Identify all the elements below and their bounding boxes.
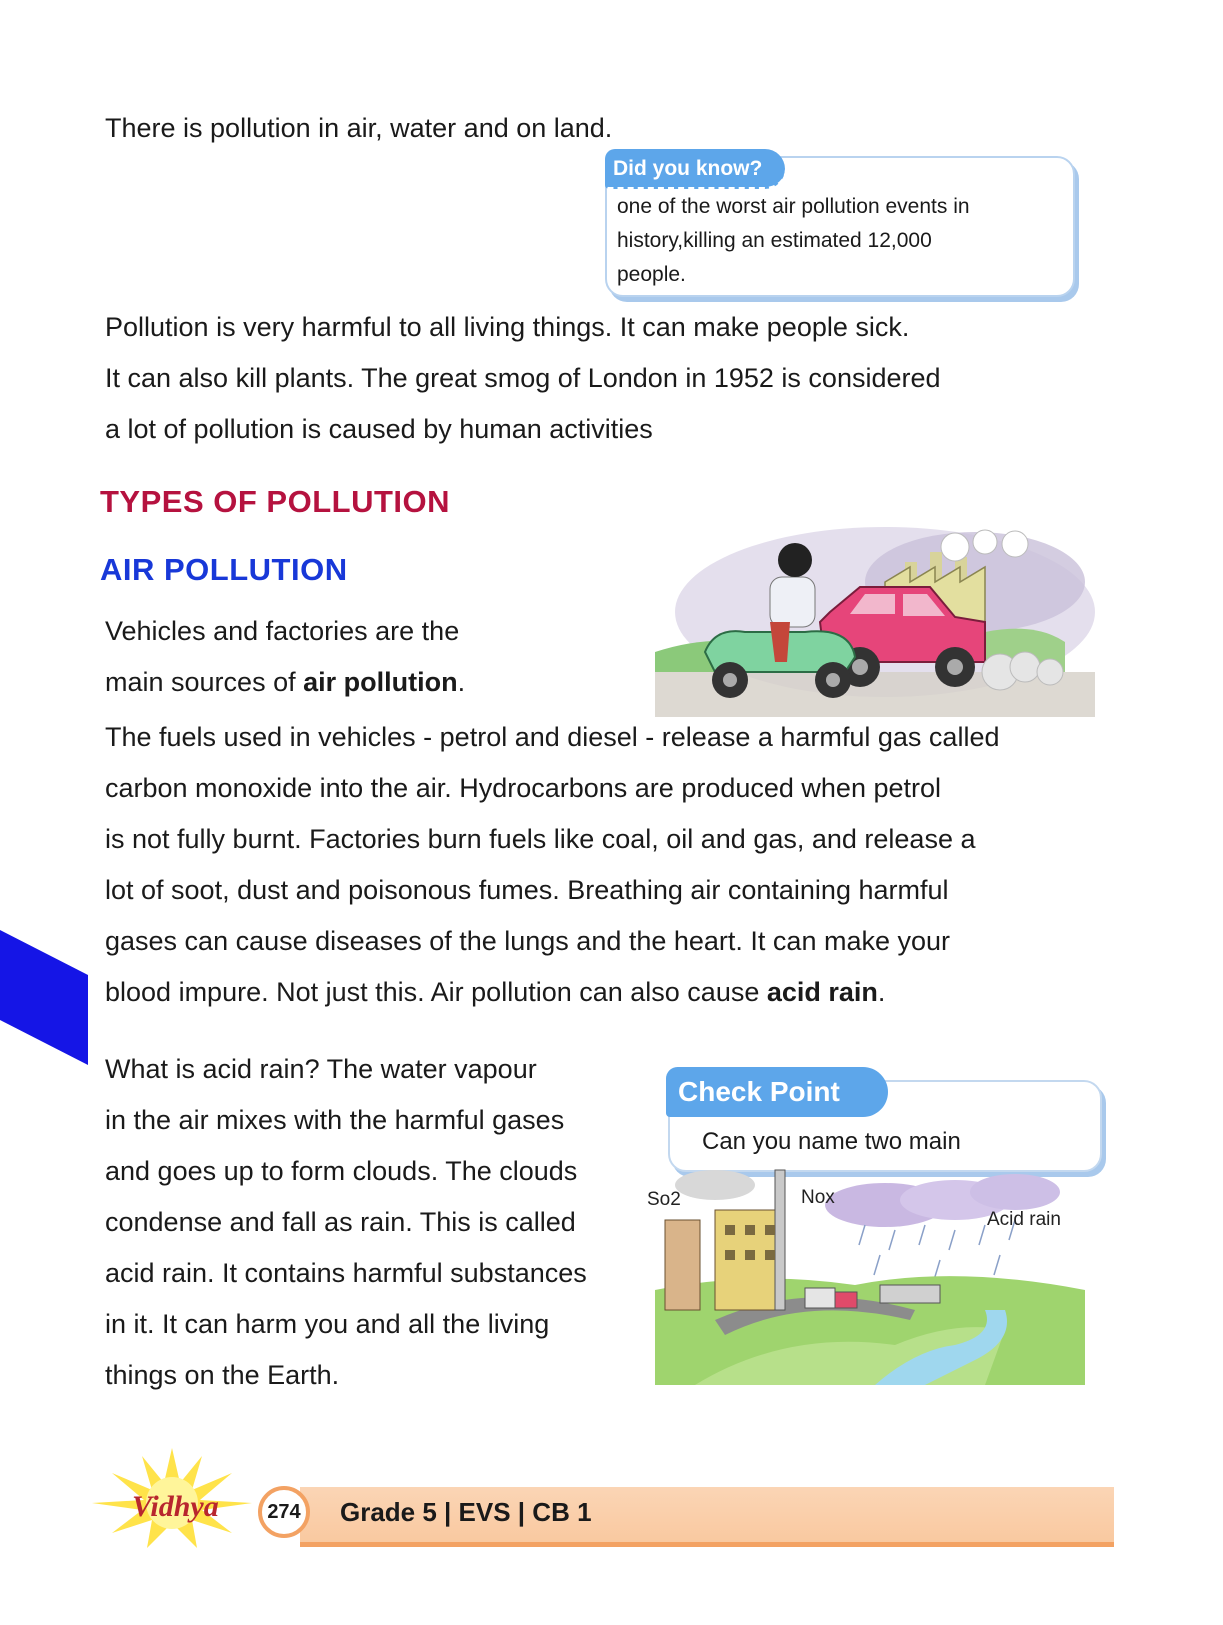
fuels-paragraph (105, 712, 999, 1018)
acid-rain-illustration (647, 1170, 1095, 1385)
acid-rain-label: Acid rain (987, 1209, 1061, 1230)
paragraph-line: Pollution is very harmful to all living things. It can make people sick. (105, 312, 910, 342)
text-span: . (877, 977, 886, 1007)
paragraph-line: a lot of pollution is caused by human activities (105, 414, 653, 444)
side-tab-marker (0, 930, 90, 1065)
paragraph-line: is not fully burnt. Factories burn fuels like coal, oil and gas, and release a (105, 824, 976, 854)
so2-label: So2 (647, 1189, 681, 1210)
text-span: . (457, 667, 466, 697)
paragraph-line (105, 657, 465, 708)
paragraph-line: Vehicles and factories are the (105, 616, 460, 646)
paragraph-line: acid rain. It contains harmful substances (105, 1258, 587, 1288)
footer-title: Grade 5 | EVS | CB 1 (340, 1497, 592, 1527)
intro-text: There is pollution in air, water and on land. (105, 113, 613, 143)
did-you-know-title: Did you know? (605, 149, 785, 189)
acid-rain-paragraph (105, 1044, 587, 1401)
paragraph-line: condense and fall as rain. This is called (105, 1207, 576, 1237)
paragraph-line: What is acid rain? The water vapour (105, 1054, 537, 1084)
did-you-know-line: one of the worst air pollution events in (617, 195, 970, 218)
did-you-know-line: people. (617, 263, 686, 286)
paragraph-line: and goes up to form clouds. The clouds (105, 1156, 578, 1186)
page-number: 274 (258, 1486, 310, 1538)
did-you-know-line: history,killing an estimated 12,000 (617, 229, 932, 252)
paragraph-line: in the air mixes with the harmful gases (105, 1105, 565, 1135)
paragraph-line: The fuels used in vehicles - petrol and diesel - release a harmful gas called (105, 722, 1000, 752)
bold-term-acid-rain: acid rain (766, 977, 878, 1007)
text-span: blood impure. Not just this. Air pollution can also cause (105, 977, 767, 1007)
check-point-title: Check Point (666, 1067, 888, 1117)
did-you-know-text (617, 190, 1057, 292)
paragraph-line: gases can cause diseases of the lungs and the heart. It can make your (105, 926, 951, 956)
harm-paragraph (105, 302, 941, 455)
sources-paragraph (105, 606, 465, 708)
paragraph-line: lot of soot, dust and poisonous fumes. Breathing air containing harmful (105, 875, 949, 905)
nox-label: Nox (801, 1187, 835, 1208)
vehicle-pollution-illustration (655, 522, 1095, 722)
types-of-pollution-heading: TYPES OF POLLUTION (100, 484, 451, 519)
paragraph-line (105, 967, 999, 1018)
paragraph-line: carbon monoxide into the air. Hydrocarbons are produced when petrol (105, 773, 941, 803)
bold-term-air-pollution: air pollution (303, 667, 458, 697)
vidhya-logo (92, 1448, 252, 1548)
air-pollution-heading: AIR POLLUTION (100, 552, 348, 587)
logo-text: Vidhya (132, 1490, 219, 1523)
paragraph-line: in it. It can harm you and all the living (105, 1309, 550, 1339)
check-point-text: Can you name two main (702, 1128, 961, 1155)
text-span: main sources of (105, 667, 304, 697)
paragraph-line: things on the Earth. (105, 1360, 340, 1390)
paragraph-line: It can also kill plants. The great smog of London in 1952 is considered (105, 363, 941, 393)
